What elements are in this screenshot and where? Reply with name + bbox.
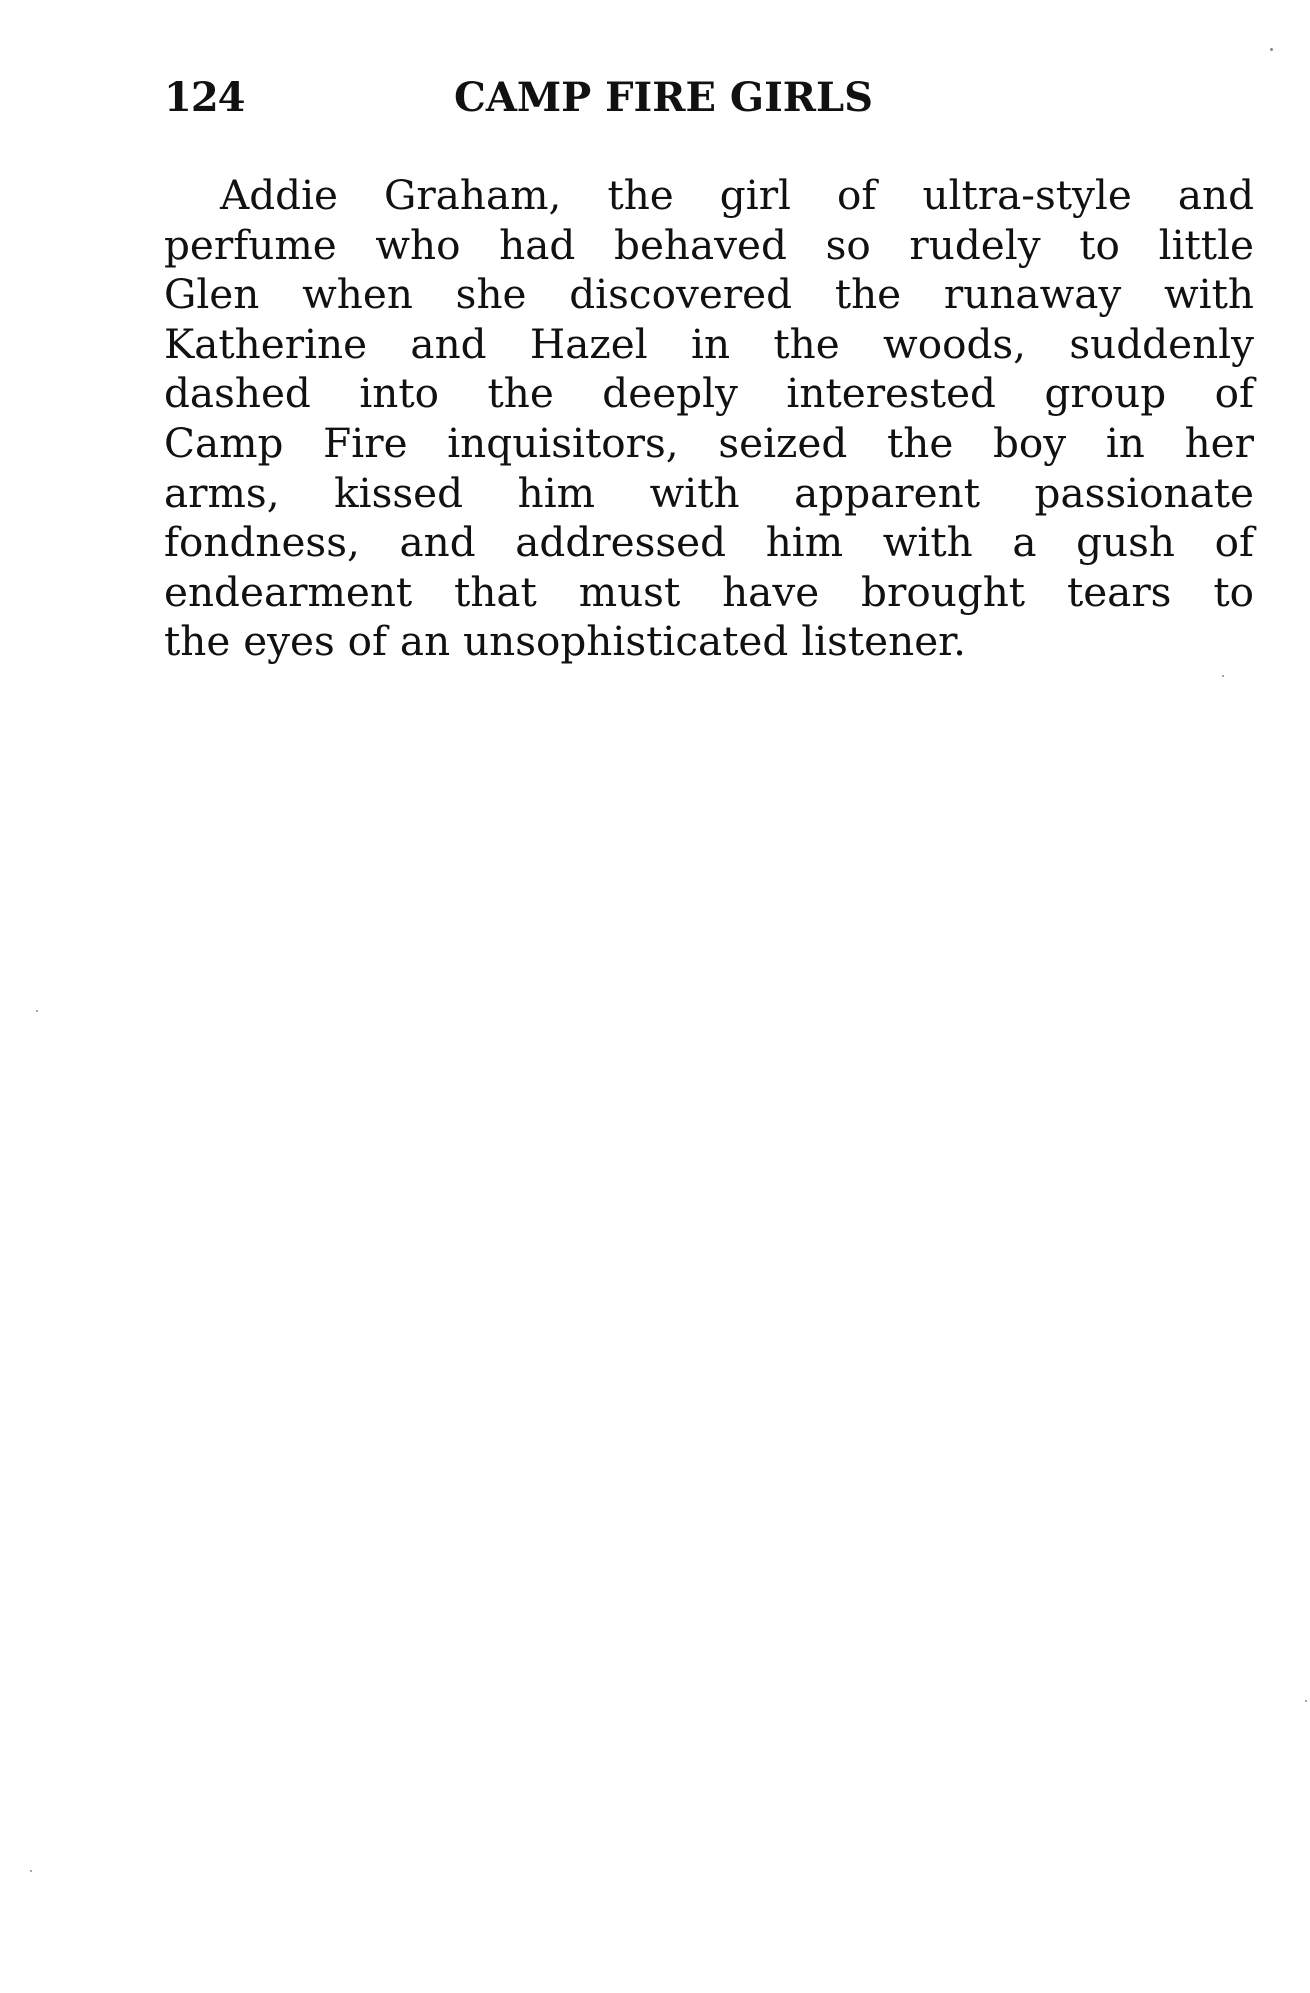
text-line: dashed into the deeply interested group of	[164, 369, 1254, 418]
text-line: arms, kissed him with apparent passionate	[164, 468, 1254, 517]
text-line: the eyes of an unsophisticated listener.	[164, 617, 966, 666]
text-line: perfume who had behaved so rudely to little	[164, 220, 1254, 269]
text-line: Katherine and Hazel in the woods, suddenly	[164, 319, 1254, 368]
text-line: Camp Fire inquisitors, seized the boy in her	[164, 418, 1254, 467]
scan-speck	[1305, 1700, 1307, 1702]
text-line: fondness, and addressed him with a gush of	[164, 518, 1254, 567]
running-head	[164, 68, 1244, 128]
text-line: endearment that must have brought tears to	[164, 567, 1254, 616]
text-line: Glen when she discovered the runaway with	[164, 270, 1254, 319]
page-number: 124	[164, 74, 245, 121]
scan-speck	[1222, 675, 1224, 677]
text-line: Addie Graham, the girl of ultra-style and	[220, 171, 1254, 219]
running-title: CAMP FIRE GIRLS	[454, 74, 874, 121]
scan-speck	[30, 1870, 32, 1872]
scan-speck	[1270, 48, 1273, 51]
body-paragraph	[164, 171, 1254, 667]
scan-speck	[36, 1010, 38, 1012]
